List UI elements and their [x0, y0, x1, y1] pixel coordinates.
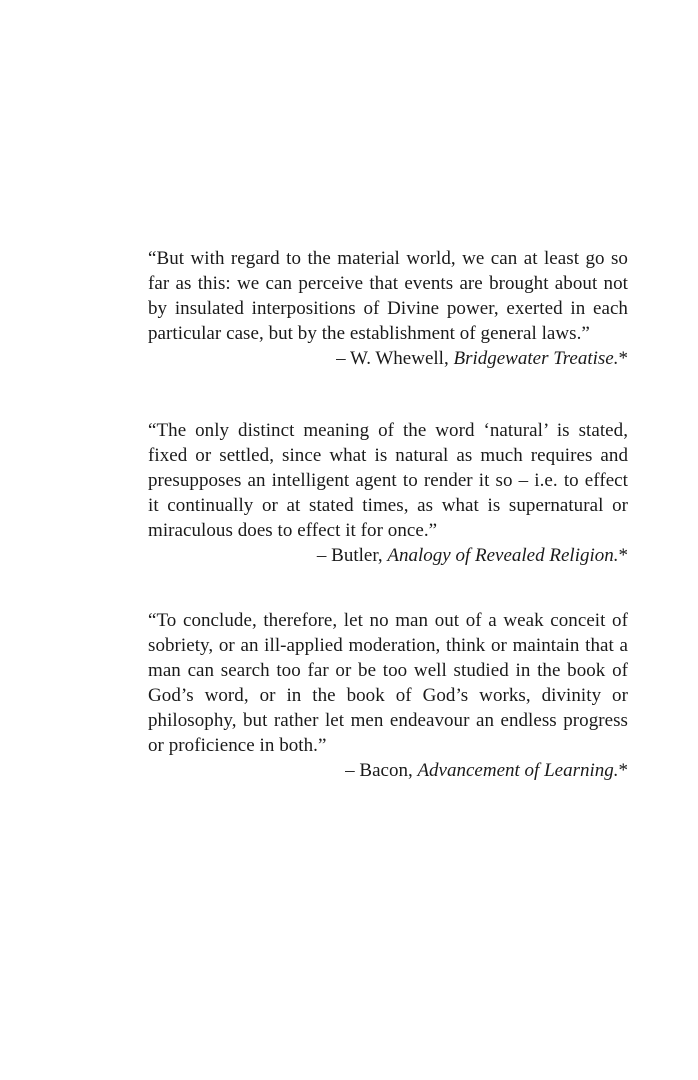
epigraph-attribution: [148, 346, 628, 371]
epigraph-attribution: [148, 543, 628, 568]
epigraph-quote: “But with regard to the material world, we can at least go so far as this: we can perceive that events are brought about not by insulated interpositions of Divine power, exerted in each particular case, but by the establishment of general laws.”: [148, 248, 628, 344]
attribution-author: – W. Whewell,: [336, 348, 454, 369]
epigraph-bacon: [148, 608, 628, 783]
epigraph-quote: “The only distinct meaning of the word ‘natural’ is stated, fixed or settled, since what is natural as much requires and presupposes an intelligent agent to render it so – i.e. to effect it continually or at stated times, as what is supernatural or miraculous does to effect it for once.”: [148, 420, 628, 541]
epigraph-attribution: [148, 758, 628, 783]
epigraph-quote: “To conclude, therefore, let no man out of a weak conceit of sobriety, or an ill-applied moderation, think or maintain that a man can search too far or be too well studied in the book of God’s word, or in the book of God’s works, divinity or philosophy, but rather let men endeavour an endless progress or proficience in both.”: [148, 610, 628, 756]
attribution-work: Advancement of Learning.: [417, 760, 619, 781]
footnote-mark: *: [618, 760, 628, 781]
attribution-work: Bridgewater Treatise.: [453, 348, 619, 369]
footnote-mark: *: [618, 545, 628, 566]
attribution-author: – Bacon,: [345, 760, 418, 781]
attribution-work: Analogy of Revealed Religion.: [387, 545, 619, 566]
attribution-author: – Butler,: [316, 545, 388, 566]
epigraph-whewell: [148, 246, 628, 371]
epigraph-butler: [148, 418, 628, 568]
footnote-mark: *: [618, 348, 628, 369]
